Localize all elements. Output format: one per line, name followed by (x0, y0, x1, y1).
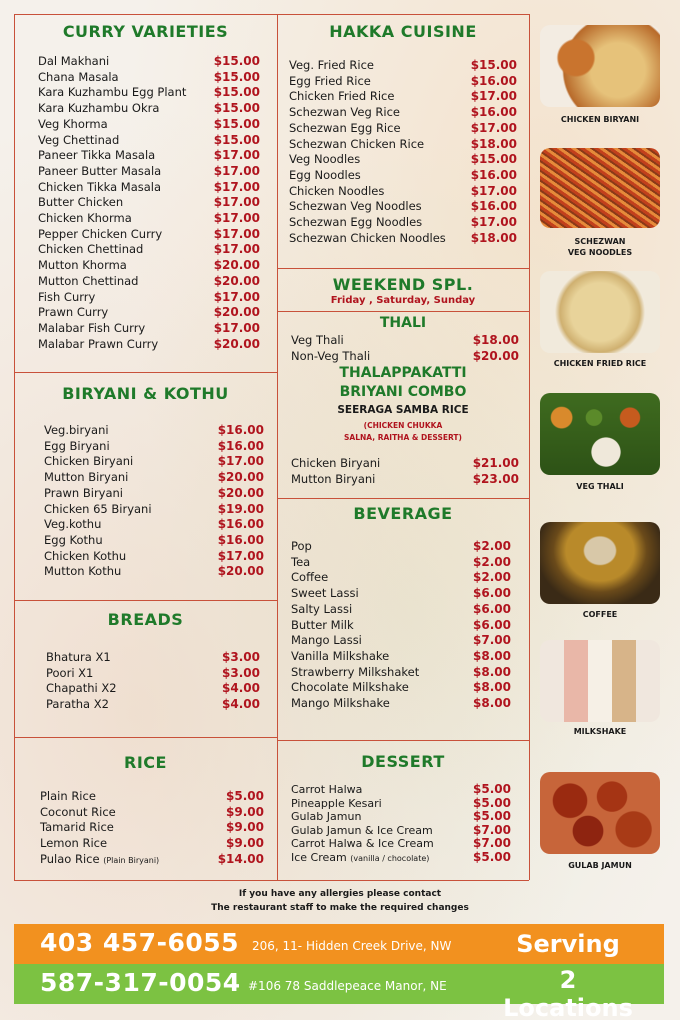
item-name: Veg.biryani (44, 423, 109, 437)
item-price: $5.00 (473, 809, 511, 823)
menu-item (38, 148, 260, 164)
breads-section-title: BREADS (107, 610, 184, 629)
item-name: Strawberry Milkshaket (291, 664, 420, 679)
menu-item (291, 602, 511, 618)
item-name: Schezwan Veg Rice (289, 105, 401, 120)
item-price: $6.00 (473, 586, 511, 601)
item-price: $20.00 (217, 470, 264, 485)
thali-title: THALI (379, 315, 427, 331)
menu-item (291, 555, 511, 571)
item-name: Egg Biryani (44, 438, 110, 453)
column-divider-right (529, 14, 530, 880)
menu-item (38, 227, 260, 243)
item-name: Mutton Chettinad (38, 273, 139, 288)
menu-item (291, 539, 511, 555)
menu-item (289, 215, 517, 231)
menu-item (40, 789, 264, 805)
combo-note-line1: (CHICKEN CHUKKA (363, 421, 443, 430)
menu-item (46, 650, 260, 666)
menu-item (291, 570, 511, 586)
divider (277, 311, 529, 312)
schezwan-noodles-photo (540, 148, 660, 228)
beverage-section-title: BEVERAGE (353, 504, 453, 523)
menu-item (289, 121, 517, 137)
menu-item (46, 681, 260, 697)
item-price: $15.00 (470, 152, 517, 167)
hakka-list (289, 58, 517, 246)
menu-item (38, 290, 260, 306)
combo-note-line2: SALNA, RAITHA & DESSERT) (344, 433, 462, 442)
allergy-note-line2: The restaurant staff to make the required changes (211, 903, 469, 913)
item-name: Schezwan Chicken Rice (289, 136, 425, 151)
item-name: Egg Noodles (289, 167, 361, 182)
item-price: $17.00 (470, 120, 517, 135)
item-name: Chapathi X2 (46, 681, 117, 696)
item-price: $17.00 (213, 226, 260, 241)
menu-item (289, 58, 517, 74)
menu-item (289, 74, 517, 90)
combo-rice: SEERAGA SAMBA RICE (337, 404, 469, 416)
item-name: Veg Chettinad (38, 132, 120, 147)
menu-item (38, 54, 260, 70)
weekend-section-title: WEEKEND SPL. (332, 275, 474, 294)
item-name: Chicken Kothu (44, 548, 127, 563)
item-price: $15.00 (213, 116, 260, 131)
menu-item (291, 810, 511, 824)
item-name: Coconut Rice (40, 804, 116, 819)
item-name: Malabar Prawn Curry (38, 336, 159, 351)
menu-item (38, 305, 260, 321)
item-name: Dal Makhani (38, 54, 110, 68)
item-price: $16.00 (217, 438, 264, 453)
item-price: $5.00 (473, 849, 511, 864)
item-name (40, 852, 159, 869)
item-name: Poori X1 (46, 665, 94, 680)
item-price: $15.00 (470, 58, 517, 72)
address-1: 206, 11- Hidden Creek Drive, NW (252, 939, 452, 953)
item-name: Chicken Khorma (38, 211, 132, 226)
menu-item (38, 195, 260, 211)
item-name: Vanilla Milkshake (291, 648, 390, 663)
menu-item (44, 486, 264, 502)
menu-item (38, 242, 260, 258)
item-price: $17.00 (213, 148, 260, 163)
item-price: $3.00 (222, 665, 260, 680)
item-price: $18.00 (472, 333, 519, 347)
item-price: $18.00 (470, 136, 517, 151)
item-price: $17.00 (213, 163, 260, 178)
menu-item (289, 231, 517, 247)
item-name: Carrot Halwa & Ice Cream (291, 837, 434, 850)
menu-item (44, 533, 264, 549)
item-name: Chicken Fried Rice (289, 89, 395, 104)
serving-label: Serving (516, 930, 620, 958)
photo-label-line1: SCHEZWAN (574, 237, 626, 246)
photo-label: MILKSHAKE (573, 727, 627, 736)
item-name: Veg. Fried Rice (289, 58, 374, 72)
item-name: Mutton Biryani (44, 470, 129, 485)
item-price: $8.00 (473, 696, 511, 711)
item-name: Plain Rice (40, 789, 96, 803)
menu-item (44, 439, 264, 455)
item-name: Salty Lassi (291, 601, 353, 616)
menu-item (291, 333, 519, 349)
item-price: $6.00 (473, 617, 511, 632)
item-price: $18.00 (470, 230, 517, 245)
item-price: $17.00 (217, 548, 264, 563)
divider (14, 372, 277, 373)
item-price: $23.00 (472, 471, 519, 486)
item-price: $9.00 (226, 804, 264, 819)
item-price: $17.00 (470, 215, 517, 230)
menu-item (38, 133, 260, 149)
photo-label: VEG THALI (576, 482, 624, 491)
item-price: $17.00 (213, 242, 260, 257)
item-price: $5.00 (473, 782, 511, 796)
item-price: $17.00 (213, 179, 260, 194)
item-note: (Plain Biryani) (103, 855, 160, 865)
item-name: Gulab Jamun & Ice Cream (291, 823, 433, 837)
menu-item (291, 851, 511, 866)
menu-item (44, 502, 264, 518)
weekend-days: Friday , Saturday, Sunday (330, 295, 476, 306)
menu-item (40, 852, 264, 869)
dessert-list (291, 783, 511, 865)
menu-item (291, 824, 511, 838)
item-price: $5.00 (473, 795, 511, 810)
phone-number-1[interactable]: 403 457-6055 (40, 928, 240, 957)
item-name: Prawn Biryani (44, 485, 124, 500)
item-name-text: Ice Cream (291, 850, 347, 864)
menu-item (44, 470, 264, 486)
item-name: Egg Kothu (44, 532, 103, 547)
item-price: $4.00 (222, 681, 260, 696)
item-price: $8.00 (473, 648, 511, 663)
item-name: Mango Lassi (291, 633, 362, 648)
menu-item (291, 837, 511, 851)
menu-item (289, 168, 517, 184)
menu-item (289, 89, 517, 105)
menu-item (291, 680, 511, 696)
combo-title-line1: THALAPPAKATTI (339, 365, 467, 381)
beverage-list (291, 539, 511, 712)
locations-label: 2 Locations (503, 966, 633, 1020)
item-name: Chicken Tikka Masala (38, 179, 162, 194)
item-price: $20.00 (213, 273, 260, 288)
menu-item (291, 349, 519, 365)
item-name: Chicken Biryani (44, 454, 134, 469)
divider (277, 268, 529, 269)
divider (14, 14, 529, 15)
menu-item (291, 649, 511, 665)
item-price: $8.00 (473, 664, 511, 679)
menu-item (291, 472, 519, 488)
gulab-jamun-photo (540, 772, 660, 854)
menu-item (291, 633, 511, 649)
item-name: Pepper Chicken Curry (38, 226, 163, 241)
item-name: Mutton Khorma (38, 258, 127, 273)
border-left (14, 14, 15, 880)
item-name: Chicken Chettinad (38, 242, 144, 257)
item-price: $21.00 (472, 456, 519, 470)
item-name: Sweet Lassi (291, 586, 359, 601)
item-price: $8.00 (473, 680, 511, 695)
item-price: $20.00 (217, 564, 264, 579)
item-name: Veg.kothu (44, 517, 102, 532)
item-price: $16.00 (217, 423, 264, 437)
biryani-section-title: BIRYANI & KOTHU (62, 384, 229, 403)
menu-item (291, 696, 511, 712)
item-price: $17.00 (217, 454, 264, 469)
item-name-text: Pulao Rice (40, 851, 100, 866)
item-price: $17.00 (213, 320, 260, 335)
menu-item (291, 797, 511, 811)
item-price: $4.00 (222, 697, 260, 712)
item-name: Gulab Jamun (291, 810, 362, 823)
combo-list (291, 456, 519, 487)
menu-item (38, 321, 260, 337)
menu-item (44, 423, 264, 439)
menu-item (291, 586, 511, 602)
menu-item (291, 456, 519, 472)
menu-item (38, 85, 260, 101)
item-name: Schezwan Egg Rice (289, 120, 401, 135)
item-price: $17.00 (213, 195, 260, 210)
item-name: Chana Masala (38, 69, 119, 84)
menu-item (38, 70, 260, 86)
menu-item (40, 820, 264, 836)
menu-item (289, 152, 517, 168)
dessert-section-title: DESSERT (361, 752, 445, 771)
menu-item (289, 137, 517, 153)
item-price: $17.00 (213, 289, 260, 304)
item-price: $5.00 (226, 789, 264, 803)
item-price: $16.00 (217, 517, 264, 532)
curry-list (38, 54, 260, 352)
item-name: Pop (291, 539, 312, 553)
menu-item (44, 454, 264, 470)
photo-label: COFFEE (582, 610, 618, 619)
divider (14, 737, 277, 738)
item-price: $17.00 (470, 183, 517, 198)
item-name (291, 851, 429, 866)
photo-label: CHICKEN BIRYANI (560, 115, 640, 124)
menu-item (38, 180, 260, 196)
item-price: $15.00 (213, 85, 260, 100)
item-price: $15.00 (213, 69, 260, 84)
item-name: Paratha X2 (46, 697, 109, 712)
item-name: Prawn Curry (38, 305, 109, 320)
item-name: Schezwan Egg Noodles (289, 215, 423, 230)
menu-item (38, 164, 260, 180)
milkshake-photo (540, 640, 660, 722)
menu-item (44, 564, 264, 580)
item-name: Mango Milkshake (291, 696, 390, 711)
item-name: Veg Noodles (289, 152, 361, 167)
thali-list (291, 333, 519, 364)
item-name: Chicken Biryani (291, 456, 381, 470)
item-price: $2.00 (473, 539, 511, 553)
item-name: Butter Chicken (38, 195, 124, 210)
item-name: Chicken 65 Biryani (44, 501, 152, 516)
chicken-biryani-photo (540, 25, 660, 107)
item-name: Schezwan Chicken Noodles (289, 230, 446, 245)
rice-section-title: RICE (124, 753, 167, 772)
item-name: Malabar Fish Curry (38, 320, 146, 335)
breads-list (46, 650, 260, 713)
column-divider-left (277, 14, 278, 880)
item-price: $3.00 (222, 650, 260, 664)
menu-item (291, 665, 511, 681)
item-price: $9.00 (226, 836, 264, 851)
menu-item (46, 666, 260, 682)
item-name: Butter Milk (291, 617, 354, 632)
item-name: Fish Curry (38, 289, 96, 304)
item-price: $16.00 (470, 105, 517, 120)
item-name: Schezwan Veg Noodles (289, 199, 422, 214)
item-name: Veg Thali (291, 333, 344, 347)
menu-item (38, 117, 260, 133)
chicken-fried-rice-photo (540, 271, 660, 353)
menu-item (46, 697, 260, 713)
item-price: $16.00 (470, 167, 517, 182)
menu-item (44, 549, 264, 565)
rice-list (40, 789, 264, 869)
item-price: $20.00 (217, 485, 264, 500)
menu-item (289, 184, 517, 200)
item-name: Mutton Biryani (291, 471, 376, 486)
photo-label: CHICKEN FRIED RICE (553, 359, 647, 368)
menu-item (38, 211, 260, 227)
divider (277, 498, 529, 499)
item-price: $15.00 (213, 132, 260, 147)
item-name: Bhatura X1 (46, 650, 111, 664)
item-price: $19.00 (217, 501, 264, 516)
item-price: $16.00 (217, 532, 264, 547)
item-name: Veg Khorma (38, 116, 108, 131)
item-name: Kara Kuzhambu Okra (38, 101, 160, 116)
item-price: $15.00 (213, 101, 260, 116)
item-price: $20.00 (472, 348, 519, 363)
item-price: $15.00 (213, 54, 260, 68)
coffee-photo (540, 522, 660, 604)
item-name: Non-Veg Thali (291, 348, 371, 363)
menu-item (291, 618, 511, 634)
curry-section-title: CURRY VARIETIES (62, 22, 229, 41)
combo-title-line2: BRIYANI COMBO (339, 384, 467, 400)
item-price: $9.00 (226, 820, 264, 835)
item-price: $14.00 (217, 851, 264, 866)
item-price: $20.00 (213, 258, 260, 273)
hakka-section-title: HAKKA CUISINE (329, 22, 477, 41)
item-name: Chocolate Milkshake (291, 680, 409, 695)
item-name: Kara Kuzhambu Egg Plant (38, 85, 187, 100)
photo-label-line2: VEG NOODLES (567, 248, 633, 257)
menu-item (38, 337, 260, 353)
item-price: $6.00 (473, 601, 511, 616)
divider (14, 600, 277, 601)
biryani-list (44, 423, 264, 580)
divider (14, 880, 529, 881)
item-name: Paneer Butter Masala (38, 163, 162, 178)
item-price: $7.00 (473, 633, 511, 648)
item-price: $2.00 (473, 570, 511, 585)
item-name: Chicken Noodles (289, 183, 385, 198)
menu-item (38, 101, 260, 117)
item-price: $17.00 (213, 211, 260, 226)
item-name: Tamarid Rice (40, 820, 114, 835)
item-note: (vanilla / chocolate) (350, 853, 430, 863)
item-name: Paneer Tikka Masala (38, 148, 156, 163)
item-price: $16.00 (470, 199, 517, 214)
item-price: $20.00 (213, 336, 260, 351)
menu-item (38, 258, 260, 274)
menu-item (40, 836, 264, 852)
allergy-note-line1: If you have any allergies please contact (238, 889, 442, 899)
item-name: Lemon Rice (40, 836, 108, 851)
item-price: $7.00 (473, 822, 511, 837)
item-name: Mutton Kothu (44, 564, 122, 579)
item-price: $20.00 (213, 305, 260, 320)
item-price: $17.00 (470, 89, 517, 104)
item-name: Tea (291, 554, 311, 569)
menu-item (289, 199, 517, 215)
item-price: $7.00 (473, 836, 511, 850)
menu-item (40, 805, 264, 821)
item-name: Carrot Halwa (291, 783, 363, 796)
item-price: $16.00 (470, 73, 517, 88)
menu-item (289, 105, 517, 121)
phone-number-2[interactable]: 587-317-0054 (40, 968, 241, 997)
item-price: $2.00 (473, 554, 511, 569)
address-2: #106 78 Saddlepeace Manor, NE (248, 979, 447, 993)
item-name: Egg Fried Rice (289, 73, 371, 88)
item-name: Coffee (291, 570, 329, 585)
divider (277, 740, 529, 741)
photo-label: GULAB JAMUN (568, 861, 632, 870)
veg-thali-photo (540, 393, 660, 475)
menu-item (44, 517, 264, 533)
item-name: Pineapple Kesari (291, 796, 382, 810)
menu-item (291, 783, 511, 797)
menu-item (38, 274, 260, 290)
